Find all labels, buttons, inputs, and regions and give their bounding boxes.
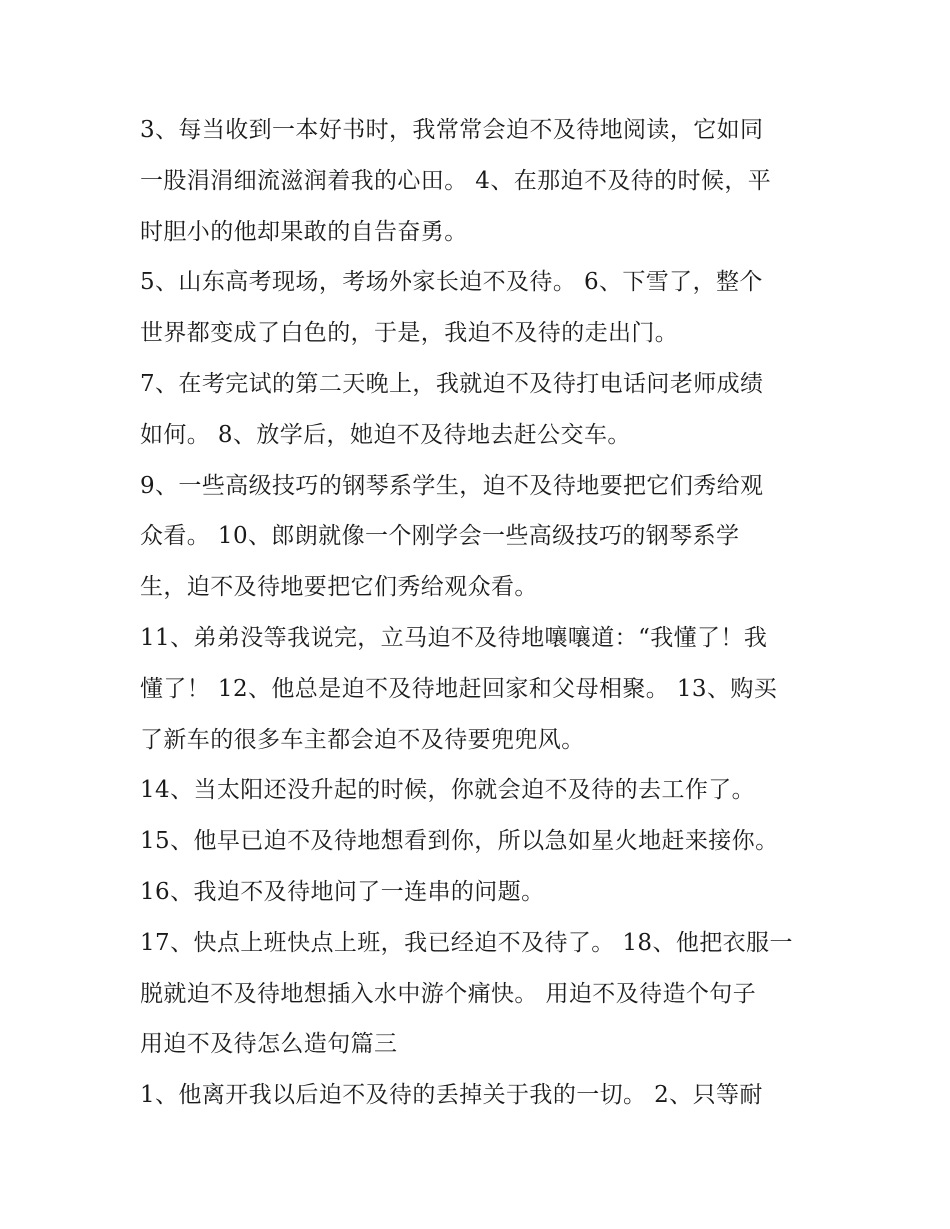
text-line: 15、他早已迫不及待地想看到你，所以急如星火地赶来接你。 xyxy=(140,828,779,855)
text-line: 14、当太阳还没升起的时候，你就会迫不及待的去工作了。 xyxy=(140,777,756,804)
text-line: 5、山东高考现场，考场外家长迫不及待。 6、下雪了，整个 xyxy=(140,269,763,296)
text-line: 3、每当收到一本好书时，我常常会迫不及待地阅读，它如同 xyxy=(140,117,764,143)
text-line: 9、一些高级技巧的钢琴系学生，迫不及待地要把它们秀给观 xyxy=(140,472,764,499)
text-line: 7、在考完试的第二天晚上，我就迫不及待打电话问老师成绩 xyxy=(140,370,764,397)
text-line: 众看。 10、郎朗就像一个刚学会一些高级技巧的钢琴系学 xyxy=(140,523,740,550)
text-line: 11、弟弟没等我说完，立马迫不及待地嚷嚷道：“我懂了！我 xyxy=(140,624,768,651)
text-line: 16、我迫不及待地问了一连串的问题。 xyxy=(140,878,545,905)
text-line: 了新车的很多车主都会迫不及待要兜兜风。 xyxy=(140,726,585,753)
text-line: 脱就迫不及待地想插入水中游个痛快。 用迫不及待造个句子 xyxy=(140,980,757,1007)
text-line: 世界都变成了白色的，于是，我迫不及待的走出门。 xyxy=(140,320,679,347)
text-line: 一股涓涓细流滋润着我的心田。 4、在那迫不及待的时候，平 xyxy=(140,167,772,194)
text-line: 1、他离开我以后迫不及待的丢掉关于我的一切。 2、只等耐 xyxy=(140,1082,763,1109)
text-line: 17、快点上班快点上班，我已经迫不及待了。 18、他把衣服一 xyxy=(140,929,793,956)
section-heading: 用迫不及待怎么造句篇三 xyxy=(140,1031,398,1058)
text-line: 时胆小的他却果敢的自告奋勇。 xyxy=(140,218,468,245)
text-line: 生，迫不及待地要把它们秀给观众看。 xyxy=(140,574,538,601)
document-body xyxy=(140,105,820,1121)
text-line: 如何。 8、放学后，她迫不及待地去赶公交车。 xyxy=(140,421,631,448)
text-line: 懂了！ 12、他总是迫不及待地赶回家和父母相聚。 13、购买 xyxy=(140,675,778,702)
